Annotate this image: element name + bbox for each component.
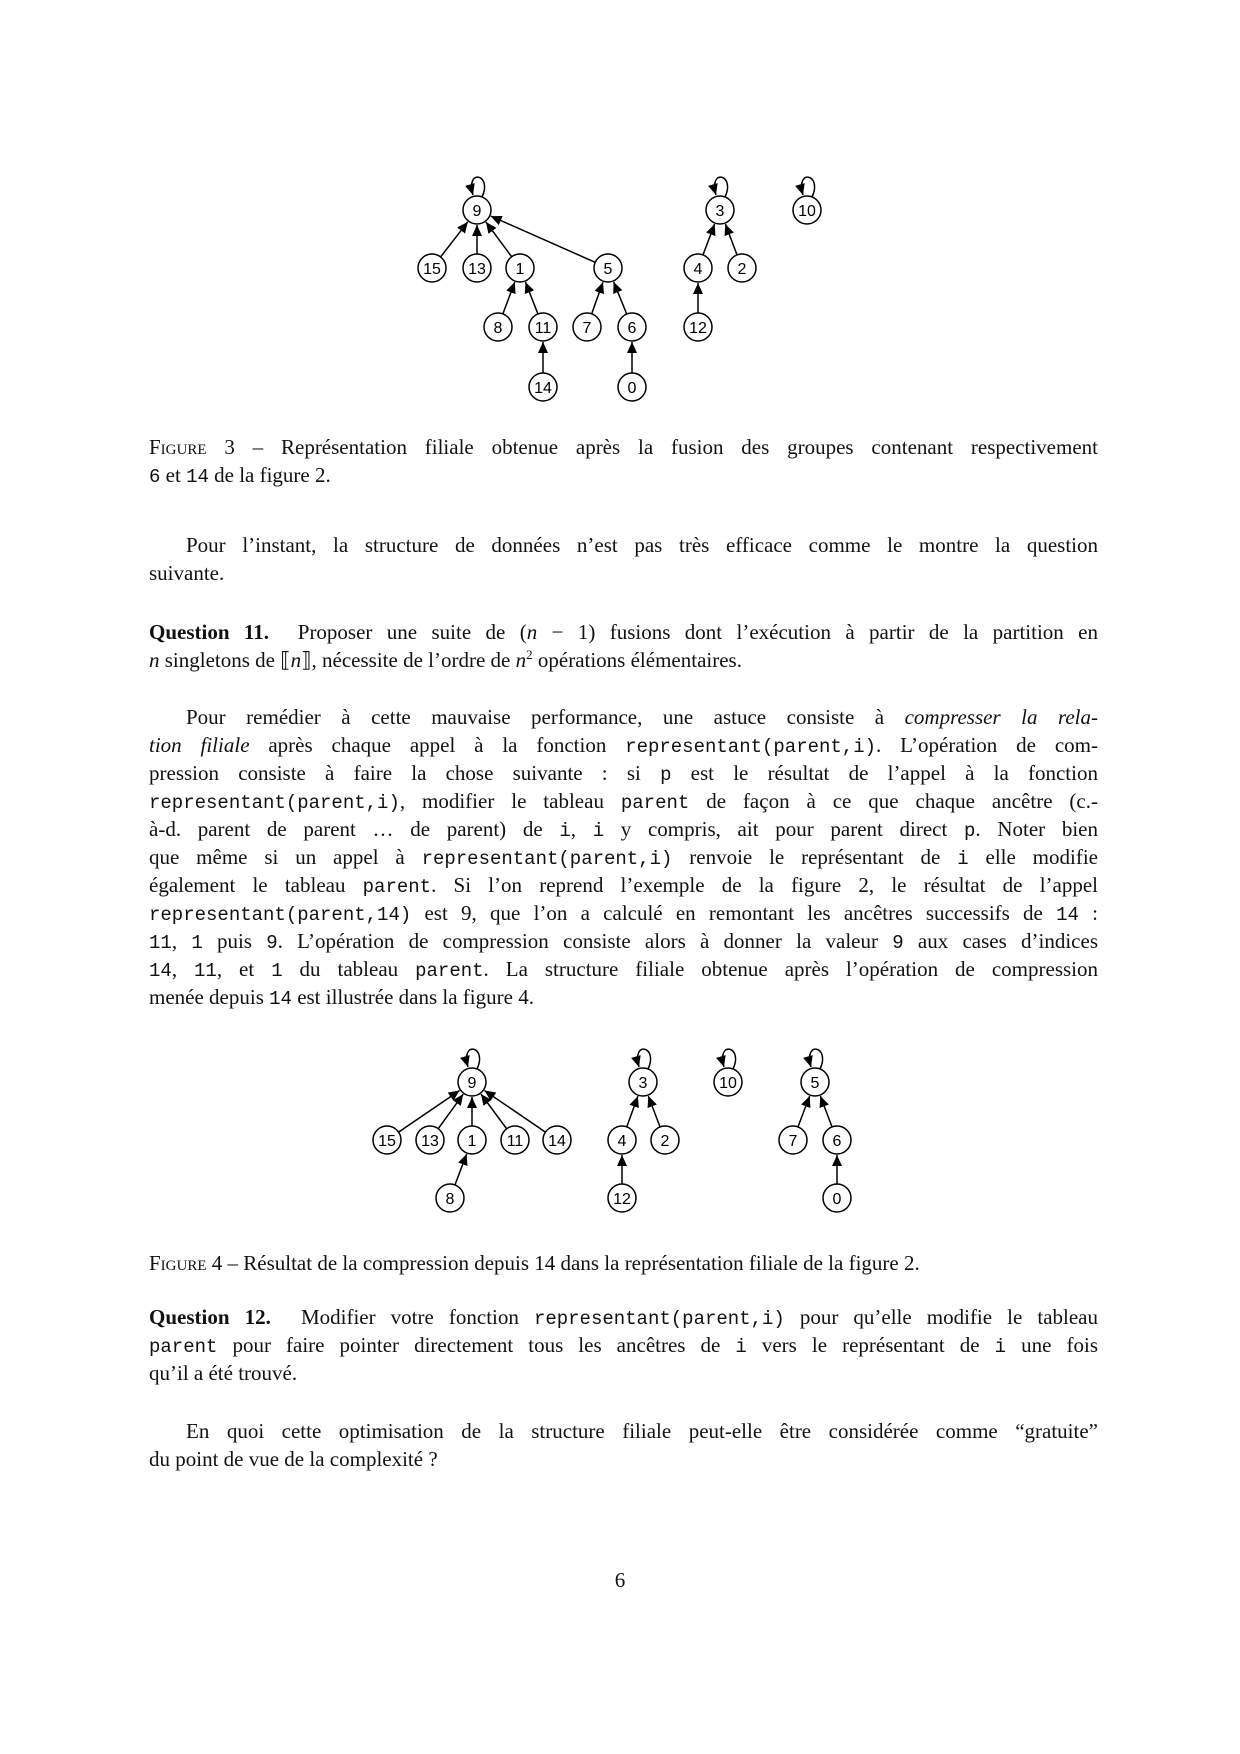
text-span: elle modifie	[968, 845, 1098, 869]
code-text: 6	[149, 466, 161, 488]
node-label: 4	[617, 1133, 627, 1150]
node-label: 7	[788, 1133, 798, 1150]
text-span: n	[515, 648, 527, 672]
text-span: Pour l’instant, la structure de données n’est pas très efficace comme le montre la question	[186, 533, 1098, 557]
code-text: representant(parent,i)	[421, 848, 673, 870]
text-span: également le tableau	[149, 873, 363, 897]
text-span: du point de vue de la complexité ?	[149, 1447, 438, 1471]
code-text: i	[994, 1336, 1007, 1358]
text-span: . Si l’on reprend l’exemple de la figure 2, le résultat de l’appel	[431, 873, 1099, 897]
text-span: Modifier votre fonction	[270, 1305, 534, 1329]
code-text: 14	[269, 988, 292, 1010]
edge-8-to-1	[455, 1154, 467, 1185]
text-span: Figure	[149, 435, 207, 459]
question-12	[149, 1303, 1098, 1387]
self-loop-arrow-9	[467, 1049, 480, 1069]
node-label: 4	[693, 261, 703, 278]
node-3	[629, 1068, 657, 1096]
node-label: 1	[467, 1133, 477, 1150]
text-span: puis	[202, 929, 267, 953]
text-span: menée depuis	[149, 985, 270, 1009]
node-label: 13	[468, 261, 486, 278]
text-span: renvoie le représentant de	[672, 845, 958, 869]
node-label: 3	[638, 1075, 648, 1092]
text-line	[149, 1249, 1098, 1277]
text-line	[149, 1303, 1098, 1331]
node-label: 5	[810, 1075, 820, 1092]
self-loop-arrow-5	[810, 1049, 823, 1069]
node-label: 10	[798, 203, 816, 220]
text-span: une fois	[1006, 1333, 1098, 1357]
code-text: 14	[186, 466, 209, 488]
node-label: 8	[445, 1191, 455, 1208]
text-span: tion filiale	[149, 733, 250, 757]
node-1	[458, 1126, 486, 1154]
text-span: . L’opération de compression consiste alors à donner la valeur	[277, 929, 893, 953]
text-span: :	[1078, 901, 1098, 925]
text-span: pression consiste à faire la chose suivante : si	[149, 761, 661, 785]
text-span: ,	[171, 957, 195, 981]
text-span: qu’il a été trouvé.	[149, 1361, 298, 1385]
node-label: 14	[534, 380, 552, 397]
node-label: 2	[737, 261, 747, 278]
text-span: vers le représentant de	[746, 1333, 995, 1357]
page-number: 6	[614, 1568, 626, 1592]
node-6	[823, 1126, 851, 1154]
code-text: parent	[415, 960, 484, 982]
node-label: 1	[515, 261, 525, 278]
code-text: 11	[149, 932, 172, 954]
code-text: representant(parent,14)	[149, 904, 412, 926]
text-span: . Noter bien	[975, 817, 1098, 841]
text-span: ⟧, nécessite de l’ordre de	[301, 648, 516, 672]
node-14	[543, 1126, 571, 1154]
text-span: , modifier le tableau	[399, 789, 621, 813]
node-5	[801, 1068, 829, 1096]
edge-2-to-3	[648, 1096, 660, 1127]
node-9	[458, 1068, 486, 1096]
text-span: . La structure filiale obtenue après l’opération de compression	[483, 957, 1098, 981]
node-label: 0	[832, 1191, 842, 1208]
node-label: 9	[467, 1075, 477, 1092]
text-span: ,	[171, 929, 192, 953]
code-text: 14	[1056, 904, 1079, 926]
text-span: . L’opération de com-	[876, 733, 1098, 757]
text-span: à-d. parent de parent … de parent) de	[149, 817, 560, 841]
text-span: n	[526, 620, 538, 644]
text-span: aux cases d’indices	[903, 929, 1098, 953]
text-span: est illustrée dans la figure 4.	[291, 985, 534, 1009]
text-span: En quoi cette optimisation de la structure filiale peut-elle être considérée comme “gratuite”	[186, 1419, 1098, 1443]
code-text: 11	[194, 960, 217, 982]
node-label: 7	[582, 320, 592, 337]
code-text: parent	[362, 876, 432, 898]
figure-4-caption	[149, 1249, 1098, 1277]
node-label: 10	[719, 1075, 737, 1092]
text-span: singletons de ⟦	[159, 648, 291, 672]
text-span: , et	[216, 957, 272, 981]
edge-6-to-5	[820, 1096, 832, 1127]
node-label: 6	[627, 320, 637, 337]
text-span: de façon à ce que chaque ancêtre (c.-	[689, 789, 1098, 813]
self-loop-arrow-10	[723, 1049, 736, 1069]
node-label: 3	[715, 203, 725, 220]
text-span: 4 – Résultat de la compression depuis 14 dans la représentation filiale de la figure 2.	[206, 1251, 920, 1275]
text-span: Proposer une suite de (	[269, 620, 527, 644]
code-text: 1	[191, 932, 203, 954]
text-span: compresser la rela-	[904, 705, 1098, 729]
text-span: n	[290, 648, 302, 672]
code-text: 14	[149, 960, 172, 982]
text-span: Pour remédier à cette mauvaise performance, une astuce consiste à	[186, 705, 905, 729]
node-label: 11	[506, 1133, 524, 1150]
node-label: 9	[472, 203, 482, 220]
node-2	[651, 1126, 679, 1154]
code-text: i	[592, 820, 605, 842]
edge-11-to-9	[481, 1094, 507, 1129]
node-7	[779, 1126, 807, 1154]
code-text: i	[735, 1336, 747, 1358]
node-8	[436, 1184, 464, 1212]
text-span: est le résultat de l’appel à la fonction	[671, 761, 1098, 785]
code-text: 9	[892, 932, 904, 954]
node-13	[416, 1126, 444, 1154]
edge-7-to-5	[798, 1096, 810, 1127]
code-text: p	[964, 820, 976, 842]
text-span: n	[149, 648, 160, 672]
code-text: representant(parent,i)	[625, 736, 877, 758]
text-line	[149, 1417, 1098, 1445]
node-12	[608, 1184, 636, 1212]
text-span: que même si un appel à	[149, 845, 422, 869]
node-label: 6	[832, 1133, 842, 1150]
text-span: est 9, que l’on a calculé en remontant les ancêtres successifs de	[411, 901, 1057, 925]
node-label: 12	[689, 320, 707, 337]
paragraph-gratuite	[149, 1417, 1098, 1473]
edge-13-to-9	[438, 1094, 463, 1129]
text-span: et	[160, 463, 187, 487]
code-text: 9	[266, 932, 278, 954]
code-text: parent	[620, 792, 690, 814]
code-text: i	[559, 820, 571, 842]
node-label: 0	[627, 380, 637, 397]
node-label: 8	[493, 320, 503, 337]
node-11	[501, 1126, 529, 1154]
text-span: ,	[570, 817, 593, 841]
text-span: Figure	[149, 1251, 207, 1275]
text-line	[149, 1445, 1098, 1473]
node-label: 13	[421, 1133, 439, 1150]
code-text: 1	[271, 960, 283, 982]
code-text: parent	[149, 1336, 218, 1358]
text-span: 2	[526, 647, 533, 662]
text-span: pour faire pointer directement tous les ancêtres de	[217, 1333, 736, 1357]
node-label: 15	[378, 1133, 396, 1150]
node-label: 5	[603, 261, 613, 278]
text-span: suivante.	[149, 561, 225, 585]
node-4	[608, 1126, 636, 1154]
text-span: du tableau	[282, 957, 416, 981]
node-10	[714, 1068, 742, 1096]
node-label: 14	[548, 1133, 566, 1150]
question-label: Question 12.	[149, 1305, 271, 1329]
edge-4-to-3	[627, 1096, 638, 1127]
node-label: 15	[423, 261, 441, 278]
node-label: 11	[534, 320, 552, 337]
text-span: après chaque appel à la fonction	[249, 733, 626, 757]
node-label: 12	[613, 1191, 631, 1208]
text-span: pour qu’elle modifie le tableau	[784, 1305, 1099, 1329]
code-text: i	[957, 848, 969, 870]
node-0	[823, 1184, 851, 1212]
self-loop-arrow-3	[638, 1049, 651, 1069]
code-text: representant(parent,i)	[533, 1308, 785, 1330]
node-15	[373, 1126, 401, 1154]
text-span: 3 – Représentation filiale obtenue après la fusion des groupes contenant respectivement	[206, 435, 1098, 459]
question-label: Question 11.	[149, 620, 269, 644]
code-text: p	[660, 764, 672, 786]
text-span: de la figure 2.	[208, 463, 331, 487]
text-line	[149, 1331, 1098, 1359]
text-span: − 1) fusions dont l’exécution à partir de la partition en	[537, 620, 1098, 644]
text-line	[149, 1359, 1098, 1387]
text-span: opérations élémentaires.	[532, 648, 742, 672]
code-text: representant(parent,i)	[149, 792, 400, 814]
text-span: y compris, ait pour parent direct	[604, 817, 965, 841]
node-label: 2	[660, 1133, 670, 1150]
